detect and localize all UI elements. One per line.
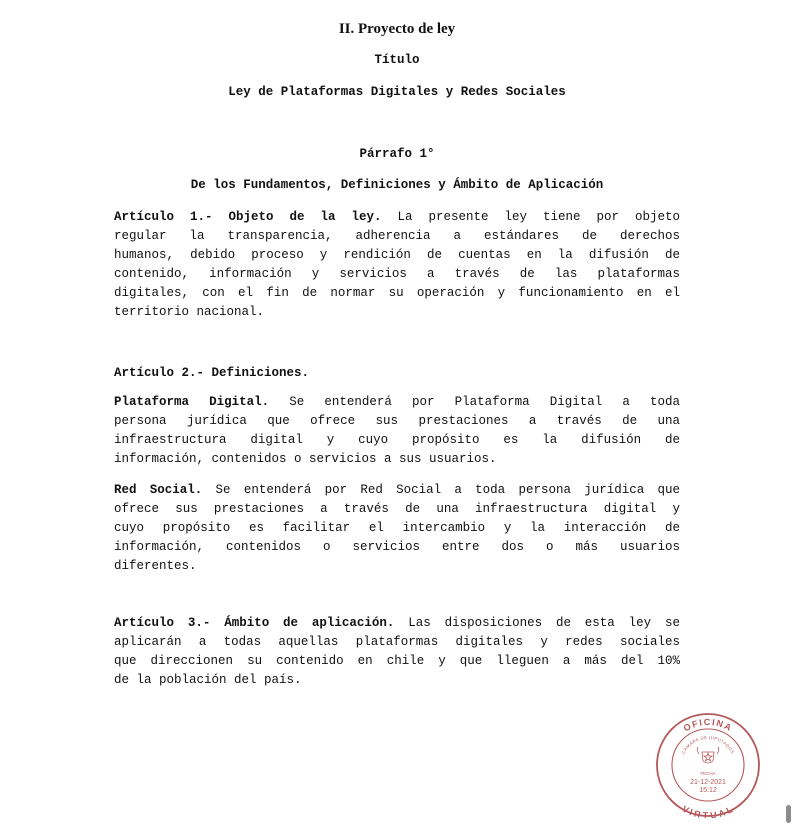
paragraph-line: que direccionen su contenido en chile y que lleguen a más del 10% [114,654,680,668]
paragraph-line: de la población del país. [114,673,302,687]
paragraph-line: digitales, con el fin de normar su operación y funcionamiento en el [114,286,680,300]
article-3-paragraph [114,614,680,690]
stamp-bottom-text: VIRTUAL [680,803,736,818]
article-1-heading: Artículo 1.- Objeto de la ley. [114,210,382,224]
definition-plataforma-digital [114,393,680,469]
parrafo-subtitle: De los Fundamentos, Definiciones y Ámbito de Aplicación [190,178,604,192]
line-text: Se entenderá por Red Social a toda persona jurídica que [202,483,680,497]
stamp-date: 21-12-2021 [690,779,726,786]
paragraph-line [114,614,680,633]
paragraph-line: aplicarán a todas aquellas plataformas digitales y redes sociales [114,635,680,649]
term-red-social: Red Social. [114,483,203,497]
stamp-fecha-label: FECHA [700,771,716,776]
law-title: Ley de Plataformas Digitales y Redes Sociales [228,85,566,99]
paragraph-line: información, contenidos o servicios a sus usuarios. [114,452,497,466]
paragraph-line: información, contenidos o servicios entre dos o más usuarios [114,540,680,554]
paragraph-line [114,393,680,412]
paragraph-line: cuyo propósito es facilitar el intercambio y la interacción de [114,521,680,535]
paragraph-line: humanos, debido proceso y rendición de cuentas en la difusión de [114,248,680,262]
stamp-top-text: OFICINA [681,716,735,734]
paragraph-line: contenido, información y servicios a través de las plataformas [114,267,680,281]
project-heading: II. Proyecto de ley [338,21,456,37]
stamp-inner-ring-text: CAMARA DE DIPUTADOS [680,734,736,755]
definition-red-social [114,481,680,576]
svg-text:VIRTUAL [681,804,736,818]
titulo-label: Título [374,53,420,67]
article-2-heading: Artículo 2.- Definiciones. [114,366,310,380]
paragraph-line: diferentes. [114,559,197,573]
scrollbar-thumb[interactable] [786,805,791,823]
line-text: La presente ley tiene por objeto [381,210,680,224]
stamp-time: 15:12 [699,787,717,794]
paragraph-line: territorio nacional. [114,305,265,319]
paragraph-line [114,208,680,227]
line-text: Se entenderá por Plataforma Digital a toda [269,395,680,409]
parrafo-heading: Párrafo 1° [359,147,435,161]
oficina-virtual-stamp [655,712,761,818]
stamp-emblem-icon [697,747,719,763]
paragraph-line: infraestructura digital y cuyo propósito es la difusión de [114,433,680,447]
paragraph-line: regular la transparencia, adherencia a estándares de derechos [114,229,680,243]
article-3-heading: Artículo 3.- Ámbito de aplicación. [114,616,395,630]
line-text: Las disposiciones de esta ley se [394,616,680,630]
term-plataforma-digital: Plataforma Digital. [114,395,270,409]
paragraph-line: persona jurídica que ofrece sus prestaciones a través de una [114,414,680,428]
paragraph-line: ofrece sus prestaciones a través de una infraestructura digital y [114,502,680,516]
paragraph-line [114,481,680,500]
svg-text:OFICINA [682,717,735,733]
article-1-paragraph [114,208,680,322]
